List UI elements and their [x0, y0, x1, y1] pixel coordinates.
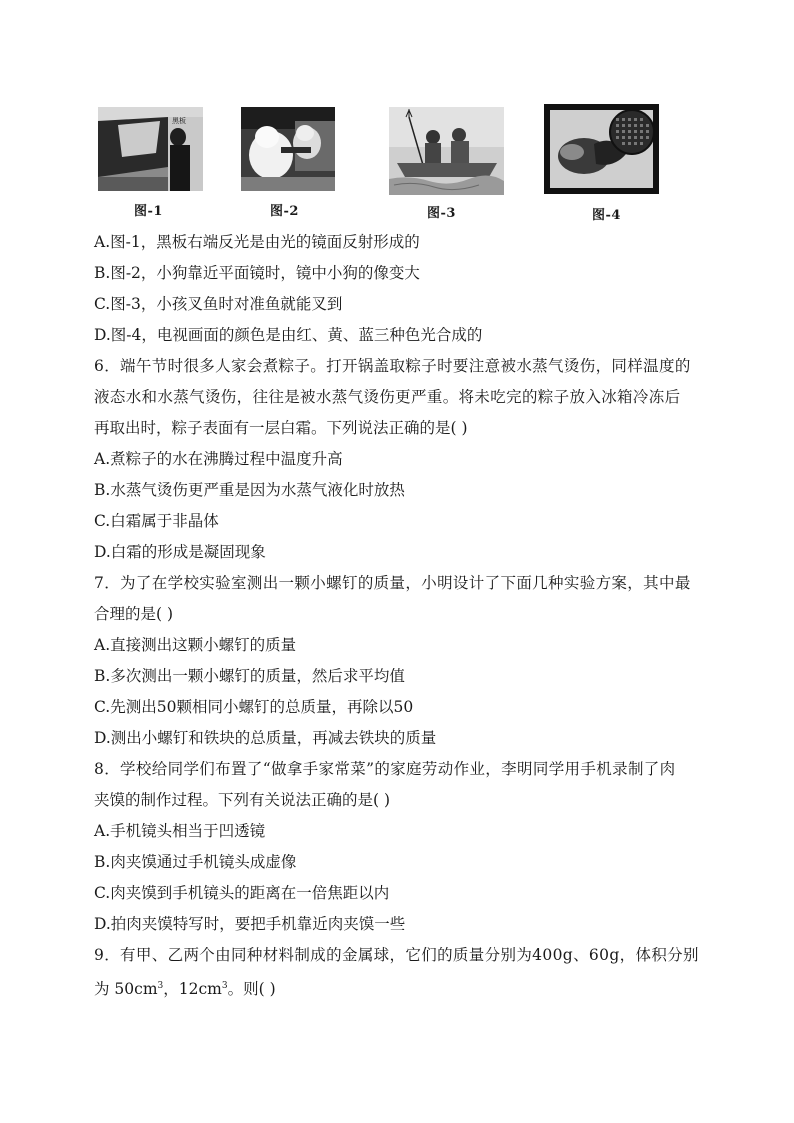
- dog-mirror-photo-icon: [241, 107, 335, 191]
- q8-stem-line-2: 夹馍的制作过程。下列有关说法正确的是( ): [94, 791, 391, 809]
- q9-unit-exponent-2: 3: [221, 981, 228, 991]
- svg-text:黑板: 黑板: [172, 117, 186, 125]
- q7-stem-line-1: 7．为了在学校实验室测出一颗小螺钉的质量，小明设计了下面几种实验方案，其中最: [94, 574, 691, 592]
- figure-4-caption: 图-4: [592, 208, 621, 223]
- figure-3-caption: 图-3: [427, 206, 456, 221]
- fishing-boat-photo-icon: [389, 107, 504, 195]
- q9-volume-a: 为 50cm: [94, 980, 158, 999]
- q9-unit-exponent-1: 3: [157, 981, 164, 991]
- q7-option-b: B.多次测出一颗小螺钉的质量，然后求平均值: [94, 667, 405, 685]
- q6-option-a: A.煮粽子的水在沸腾过程中温度升高: [94, 450, 343, 468]
- q8-option-d: D.拍肉夹馍特写时，要把手机靠近肉夹馍一些: [94, 915, 406, 933]
- q5-option-d: D.图-4，电视画面的颜色是由红、黄、蓝三种色光合成的: [94, 326, 483, 344]
- q7-option-a: A.直接测出这颗小螺钉的质量: [94, 636, 297, 654]
- figure-1-caption: 图-1: [134, 204, 163, 219]
- q6-stem-line-1: 6．端午节时很多人家会煮粽子。打开锅盖取粽子时要注意被水蒸气烫伤，同样温度的: [94, 357, 691, 375]
- tv-screen-photo-icon: [544, 104, 659, 194]
- q6-option-d: D.白霜的形成是凝固现象: [94, 543, 266, 561]
- q5-option-a: A.图-1，黑板右端反光是由光的镜面反射形成的: [94, 233, 420, 251]
- q6-option-b: B.水蒸气烫伤更严重是因为水蒸气液化时放热: [94, 481, 405, 499]
- blackboard-photo-icon: [98, 107, 203, 191]
- q7-stem-line-2: 合理的是( ): [94, 605, 174, 623]
- q7-option-c: C.先测出50颗相同小螺钉的总质量，再除以50: [94, 698, 414, 716]
- q6-stem-line-2: 液态水和水蒸气烫伤，往往是被水蒸气烫伤更严重。将未吃完的粽子放入冰箱冷冻后: [94, 388, 681, 406]
- figure-2: [241, 107, 335, 191]
- figure-3: [389, 107, 504, 195]
- q9-stem-line-1: 9．有甲、乙两个由同种材料制成的金属球，它们的质量分别为400g、60g，体积分别: [94, 946, 699, 964]
- q9-stem-line-2: [94, 971, 704, 1002]
- q8-option-c: C.肉夹馍到手机镜头的距离在一倍焦距以内: [94, 884, 390, 902]
- q6-option-c: C.白霜属于非晶体: [94, 512, 219, 530]
- q5-option-b: B.图-2，小狗靠近平面镜时，镜中小狗的像变大: [94, 264, 420, 282]
- q8-option-a: A.手机镜头相当于凹透镜: [94, 822, 266, 840]
- figure-row: [0, 0, 794, 230]
- q8-stem-line-1: 8．学校给同学们布置了“做拿手家常菜”的家庭劳动作业，李明同学用手机录制了肉: [94, 760, 676, 778]
- figure-2-caption: 图-2: [270, 204, 299, 219]
- q7-option-d: D.测出小螺钉和铁块的总质量，再减去铁块的质量: [94, 729, 437, 747]
- figure-4: [544, 104, 659, 194]
- figure-1: [98, 107, 203, 191]
- q9-stem-end: 。则( ): [227, 980, 276, 999]
- q8-option-b: B.肉夹馍通过手机镜头成虚像: [94, 853, 297, 871]
- q9-volume-b: ，12cm: [163, 980, 222, 999]
- q5-option-c: C.图-3，小孩叉鱼时对准鱼就能叉到: [94, 295, 343, 313]
- q6-stem-line-3: 再取出时，粽子表面有一层白霜。下列说法正确的是( ): [94, 419, 468, 437]
- question-body: [94, 227, 704, 1002]
